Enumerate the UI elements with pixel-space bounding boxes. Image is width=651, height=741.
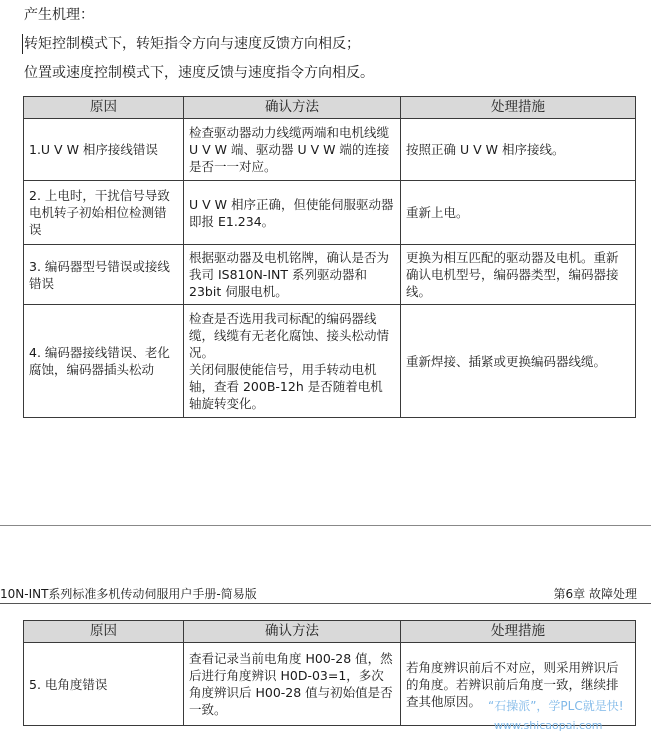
method-cell: 查看记录当前电角度 H00-28 值，然后进行角度辨识 H0D-03=1，多次角度辨识后 H00-28 值与初始值是否一致。 [184,643,401,726]
section-title: 产生机理： [24,7,94,23]
fault-table-1 [23,96,636,418]
header-rule [0,603,651,604]
header-method: 确认方法 [184,97,401,119]
action-cell: 重新上电。 [401,181,636,245]
header-cause: 原因 [24,97,184,119]
method-cell: U V W 相序正确，但使能伺服驱动器即报 E1.234。 [184,181,401,245]
intro-line-torque: 转矩控制模式下，转矩指令方向与速度反馈方向相反； [24,36,360,52]
cause-cell: 4. 编码器接线错误、老化腐蚀，编码器插头松动 [24,305,184,418]
cause-cell: 1.U V W 相序接线错误 [24,119,184,181]
header-action: 处理措施 [401,97,636,119]
cause-cell: 5. 电角度错误 [24,643,184,726]
intro-line-position: 位置或速度控制模式下，速度反馈与速度指令方向相反。 [24,65,374,81]
cause-cell: 2. 上电时，干扰信号导致电机转子初始相位检测错误 [24,181,184,245]
method-paragraph: 关闭伺服使能信号，用手转动电机轴，查看 200B-12h 是否随着电机轴旋转变化。 [189,362,383,411]
method-cell: 检查驱动器动力线缆两端和电机线缆 U V W 端、驱动器 U V W 端的连接是否一一对应。 [184,119,401,181]
text-cursor [22,34,23,54]
action-cell: 若角度辨识前后不对应，则采用辨识后的角度。若辨识前后角度一致，继续排查其他原因。 [401,643,636,726]
table-row [24,305,636,418]
table-row [24,119,636,181]
manual-title: 10N-INT系列标准多机传动伺服用户手册-简易版 [0,587,257,601]
header-method: 确认方法 [184,621,401,643]
cause-cell: 3. 编码器型号错误或接线错误 [24,245,184,305]
page-break-line [0,525,651,526]
method-paragraph: 检查是否选用我司标配的编码器线缆，线缆有无老化腐蚀、接头松动情况。 [189,311,390,360]
table-header-row [24,97,636,119]
watermark-url: www.shicaopai.com [494,719,603,732]
action-cell: 按照正确 U V W 相序接线。 [401,119,636,181]
table-row [24,245,636,305]
watermark-slogan: “石操派”，学PLC就是快! [488,699,624,713]
action-cell: 更换为相互匹配的驱动器及电机。重新确认电机型号，编码器类型，编码器接线。 [401,245,636,305]
action-cell: 重新焊接、插紧或更换编码器线缆。 [401,305,636,418]
chapter-title: 第6章 故障处理 [553,587,637,601]
method-cell [184,305,401,418]
method-cell: 根据驱动器及电机铭牌，确认是否为我司 IS810N-INT 系列驱动器和 23bit 伺服电机。 [184,245,401,305]
header-action: 处理措施 [401,621,636,643]
header-cause: 原因 [24,621,184,643]
table-header-row [24,621,636,643]
table-row [24,181,636,245]
